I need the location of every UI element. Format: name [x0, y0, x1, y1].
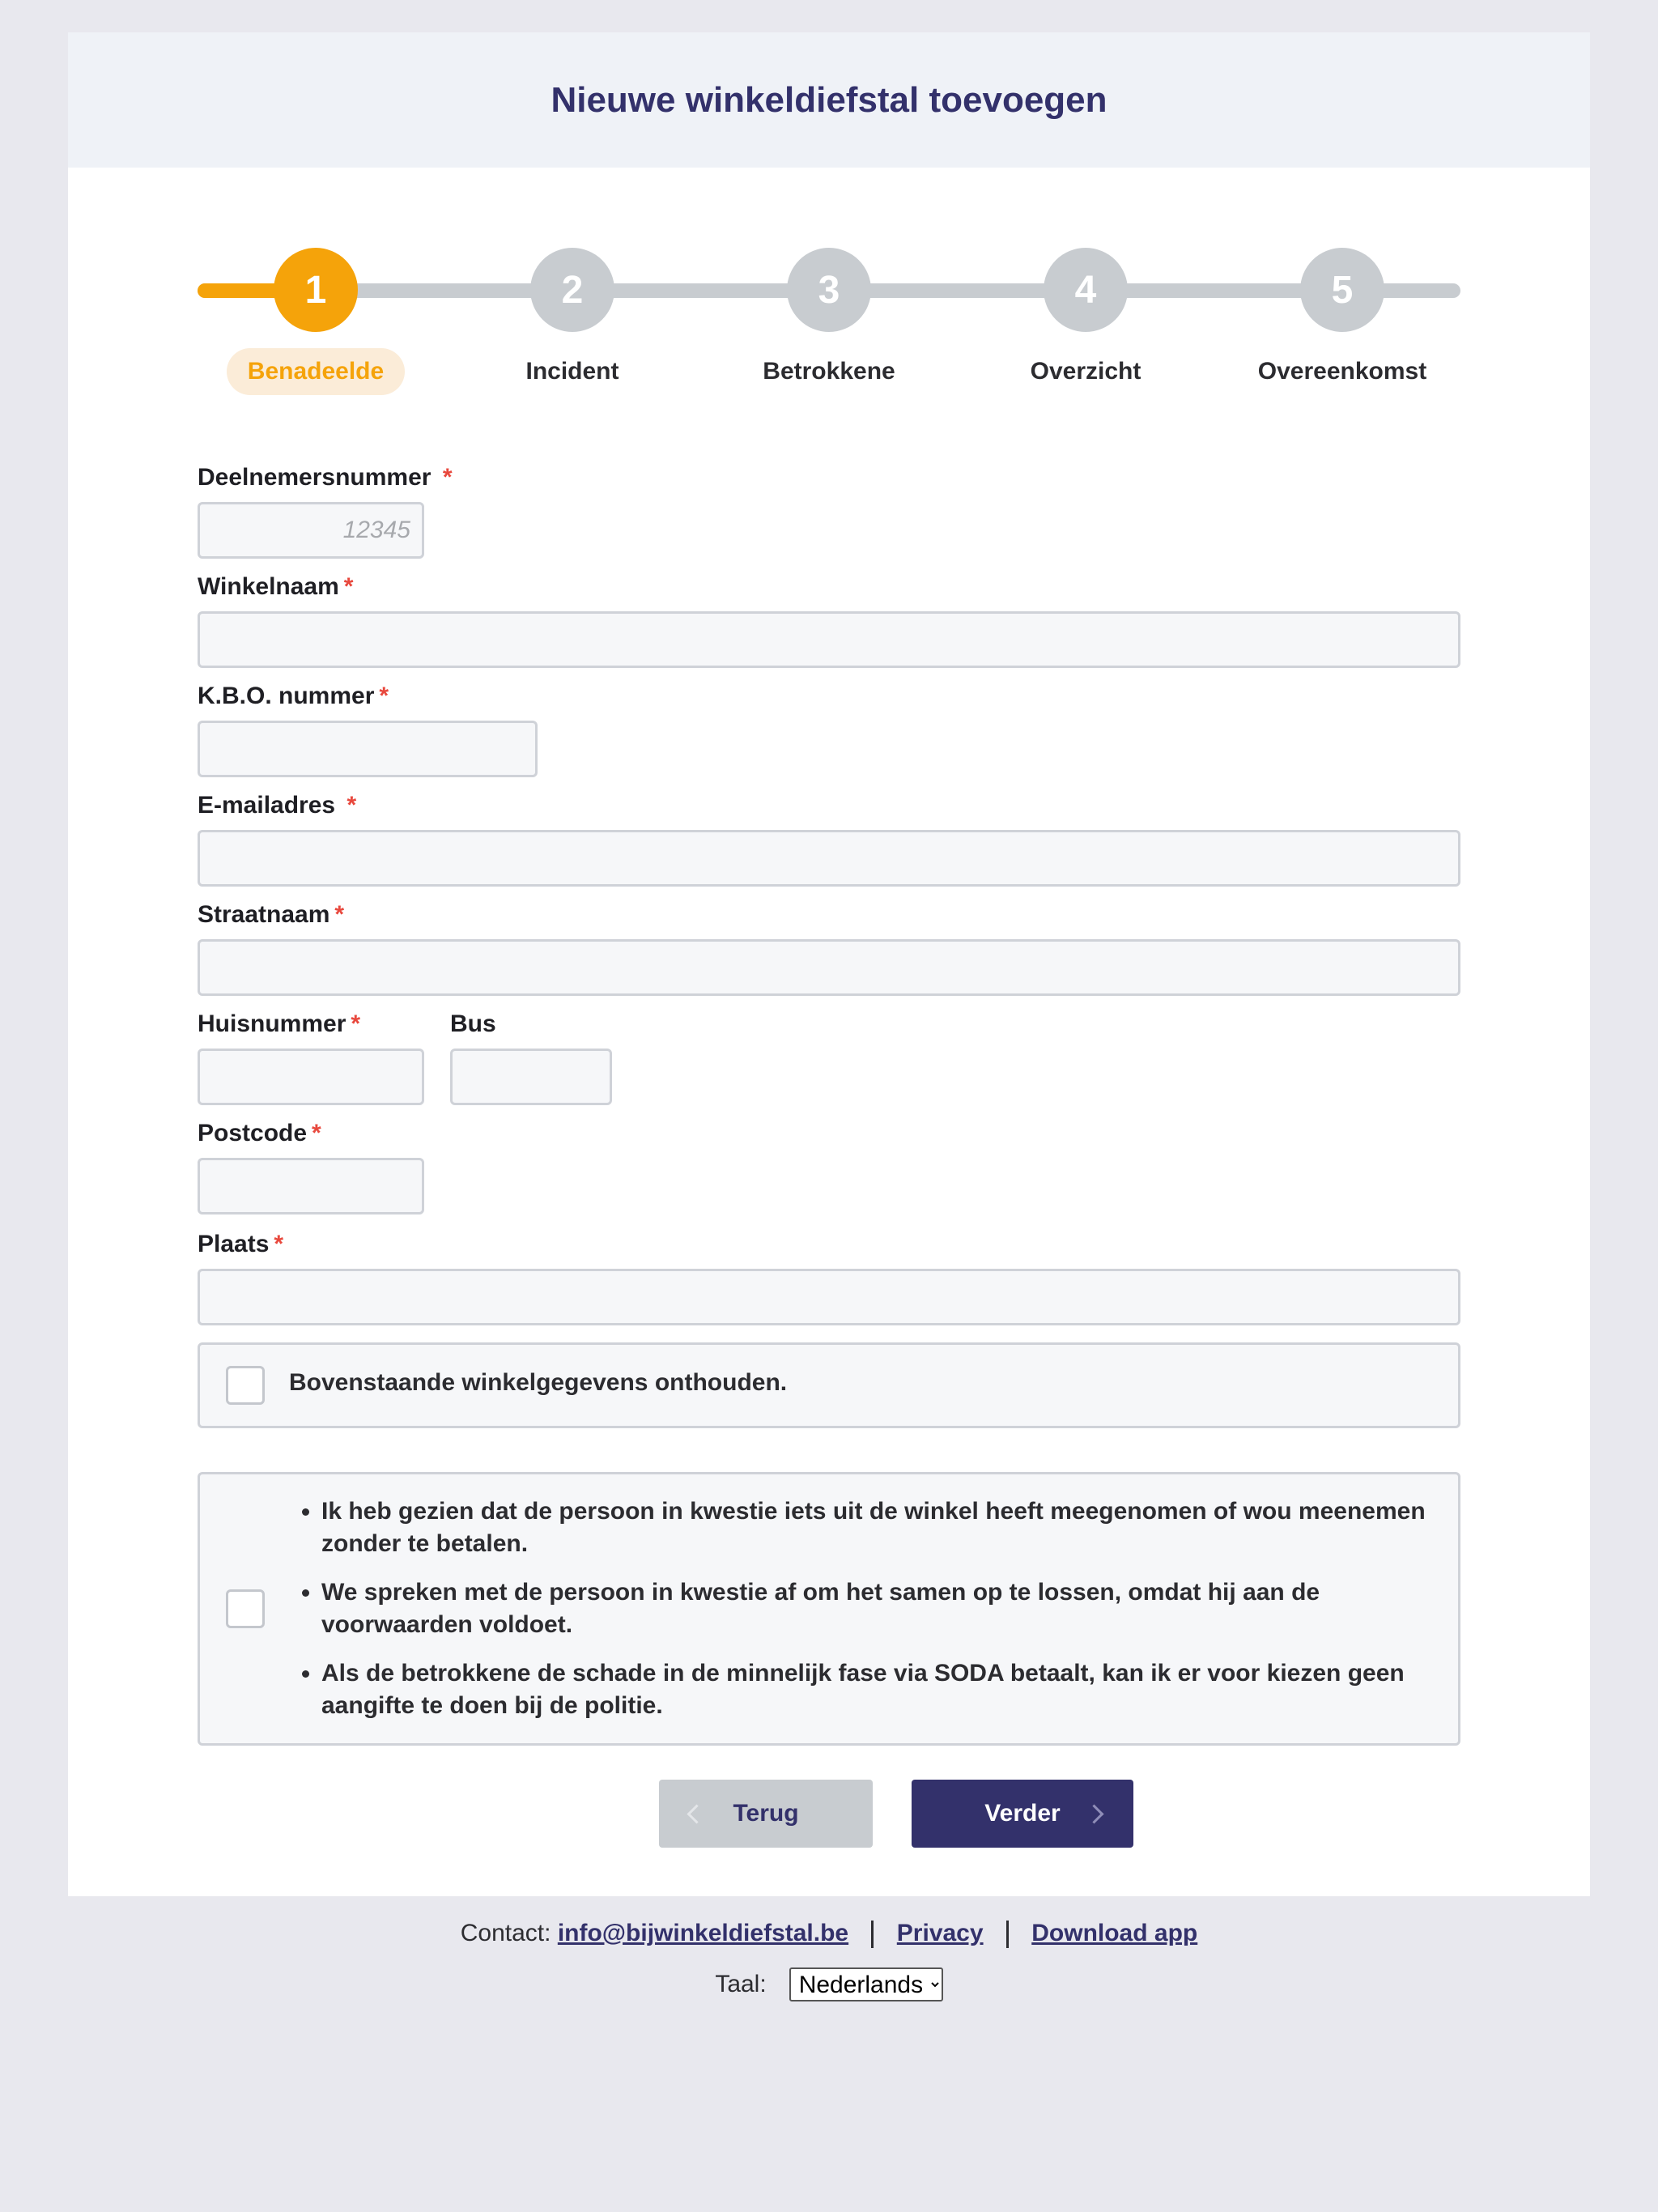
- footer-separator: [871, 1921, 874, 1948]
- email-label: [198, 789, 1460, 822]
- terms-item: • Als de betrokkene de schade in de minnelijk fase via SODA betaalt, kan ik er voor kiezen geen aangifte te doen bij de politie.: [321, 1657, 1439, 1722]
- label-text: K.B.O. nummer: [198, 683, 375, 709]
- bus-field: [450, 1008, 612, 1105]
- bus-label: Bus: [450, 1010, 496, 1037]
- step-number: 2: [530, 248, 614, 332]
- step-label: Incident: [525, 358, 619, 385]
- footer-separator: [1006, 1921, 1009, 1948]
- remember-shop-checkbox[interactable]: [226, 1366, 265, 1405]
- shop-name-label: [198, 571, 1460, 603]
- required-mark: *: [442, 464, 453, 491]
- participant-number-field: [198, 462, 453, 559]
- back-button-label: Terug: [733, 1800, 799, 1827]
- label-text: Straatnaam: [198, 901, 330, 928]
- required-mark: *: [351, 1010, 361, 1037]
- postcode-label: [198, 1117, 424, 1150]
- next-button-label: Verder: [984, 1800, 1061, 1827]
- step-label: Overzicht: [1030, 358, 1141, 385]
- kbo-number-field: [198, 680, 538, 777]
- required-mark: *: [312, 1120, 321, 1146]
- remember-shop-panel: [198, 1342, 1460, 1428]
- postcode-input[interactable]: [198, 1158, 424, 1214]
- bus-input[interactable]: [450, 1049, 612, 1105]
- required-mark: *: [343, 573, 354, 600]
- download-app-link[interactable]: Download app: [1031, 1920, 1198, 1946]
- language-select[interactable]: [789, 1967, 943, 2001]
- step-overeenkomst[interactable]: [1237, 248, 1448, 395]
- house-number-field: [198, 1008, 424, 1105]
- postcode-field: [198, 1117, 424, 1214]
- remember-shop-label: Bovenstaande winkelgegevens onthouden.: [289, 1369, 788, 1396]
- street-input[interactable]: [198, 939, 1460, 996]
- house-number-input[interactable]: [198, 1049, 424, 1105]
- language-label: Taal:: [715, 1971, 767, 1997]
- required-mark: *: [346, 792, 357, 819]
- step-number: 4: [1044, 248, 1128, 332]
- chevron-left-icon: [687, 1804, 706, 1823]
- terms-list: [289, 1495, 1439, 1738]
- terms-panel: [198, 1472, 1460, 1746]
- required-mark: *: [379, 683, 389, 709]
- footer-links: [0, 1916, 1658, 1951]
- email-field: [198, 789, 1460, 887]
- house-number-label: [198, 1008, 424, 1040]
- label-text: Postcode: [198, 1120, 308, 1146]
- step-incident[interactable]: [467, 248, 678, 395]
- back-button[interactable]: [659, 1780, 873, 1848]
- terms-item: • We spreken met de persoon in kwestie af om het samen op te lossen, omdat hij aan de voorwaarden voldoet.: [321, 1576, 1439, 1641]
- card-header: [68, 32, 1590, 168]
- participant-number-input[interactable]: [198, 502, 424, 559]
- language-row: [0, 1967, 1658, 2001]
- step-betrokkene[interactable]: [724, 248, 934, 395]
- shop-name-field: [198, 571, 1460, 668]
- email-input[interactable]: [198, 830, 1460, 887]
- street-label: [198, 899, 1460, 931]
- city-input[interactable]: [198, 1269, 1460, 1325]
- footer: [0, 1916, 1658, 2001]
- kbo-number-label: [198, 680, 538, 713]
- step-benadeelde[interactable]: [210, 248, 421, 395]
- form-card: [68, 32, 1590, 1896]
- label-text: Huisnummer: [198, 1010, 346, 1037]
- step-label: Betrokkene: [763, 358, 895, 385]
- label-text: E-mailadres: [198, 792, 336, 819]
- required-mark: *: [334, 901, 345, 928]
- step-number: 3: [787, 248, 871, 332]
- step-number: 5: [1300, 248, 1384, 332]
- chevron-right-icon: [1084, 1804, 1103, 1823]
- city-label: [198, 1228, 1460, 1261]
- page-title: Nieuwe winkeldiefstal toevoegen: [551, 79, 1107, 120]
- required-mark: *: [274, 1231, 284, 1257]
- city-field: [198, 1228, 1460, 1325]
- shop-name-input[interactable]: [198, 611, 1460, 668]
- step-label: Overeenkomst: [1257, 358, 1427, 385]
- participant-number-label: [198, 462, 453, 494]
- step-label: Benadeelde: [227, 348, 405, 395]
- kbo-number-input[interactable]: [198, 721, 538, 777]
- terms-checkbox[interactable]: [226, 1589, 265, 1628]
- contact-label: Contact:: [460, 1920, 551, 1946]
- label-text: Deelnemersnummer: [198, 464, 432, 491]
- label-text: Winkelnaam: [198, 573, 339, 600]
- step-overzicht[interactable]: [980, 248, 1191, 395]
- terms-item: • Ik heb gezien dat de persoon in kwestie iets uit de winkel heeft meegenomen of wou meenemen zonder te betalen.: [321, 1495, 1439, 1560]
- progress-stepper: [198, 217, 1460, 403]
- next-button[interactable]: [912, 1780, 1133, 1848]
- privacy-link[interactable]: Privacy: [896, 1920, 984, 1946]
- label-text: Plaats: [198, 1231, 270, 1257]
- contact-email-link[interactable]: info@bijwinkeldiefstal.be: [557, 1920, 849, 1946]
- step-number: 1: [274, 248, 358, 332]
- street-field: [198, 899, 1460, 996]
